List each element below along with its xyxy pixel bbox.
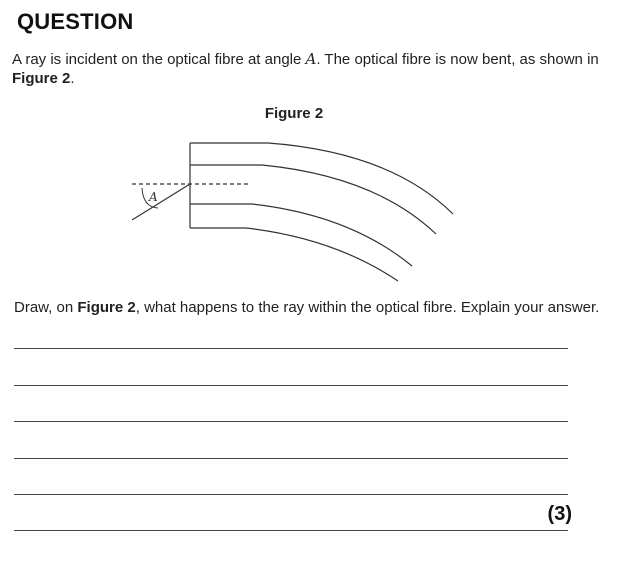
intro-end: . [70,70,75,87]
angle-label: A [149,190,158,204]
angle-variable: A [305,50,317,68]
answer-line-4[interactable] [14,458,568,459]
question-text-after: , what happens to the ray within the optical fibre. Explain your answer. [135,299,600,316]
answer-line-2[interactable] [14,385,568,386]
marks-label: (3) [547,503,572,525]
answer-line-3[interactable] [14,421,568,422]
fibre-outer-top [190,143,453,214]
question-prompt [14,299,599,316]
answer-line-6[interactable] [14,530,568,531]
figure-caption: Figure 2 [264,105,324,122]
intro-text-after: . The optical fibre is now bent, as shown in [316,51,599,68]
fibre-core-bottom [190,204,412,266]
question-title: QUESTION [17,9,134,34]
answer-line-1[interactable] [14,348,568,349]
incident-ray [132,184,190,220]
question-figure-ref: Figure 2 [77,299,136,316]
intro-text-before: A ray is incident on the optical fibre at angle [12,51,306,68]
answer-line-5[interactable] [14,494,568,495]
intro-figure-ref: Figure 2 [12,70,71,87]
question-text-before: Draw, on [14,299,78,316]
